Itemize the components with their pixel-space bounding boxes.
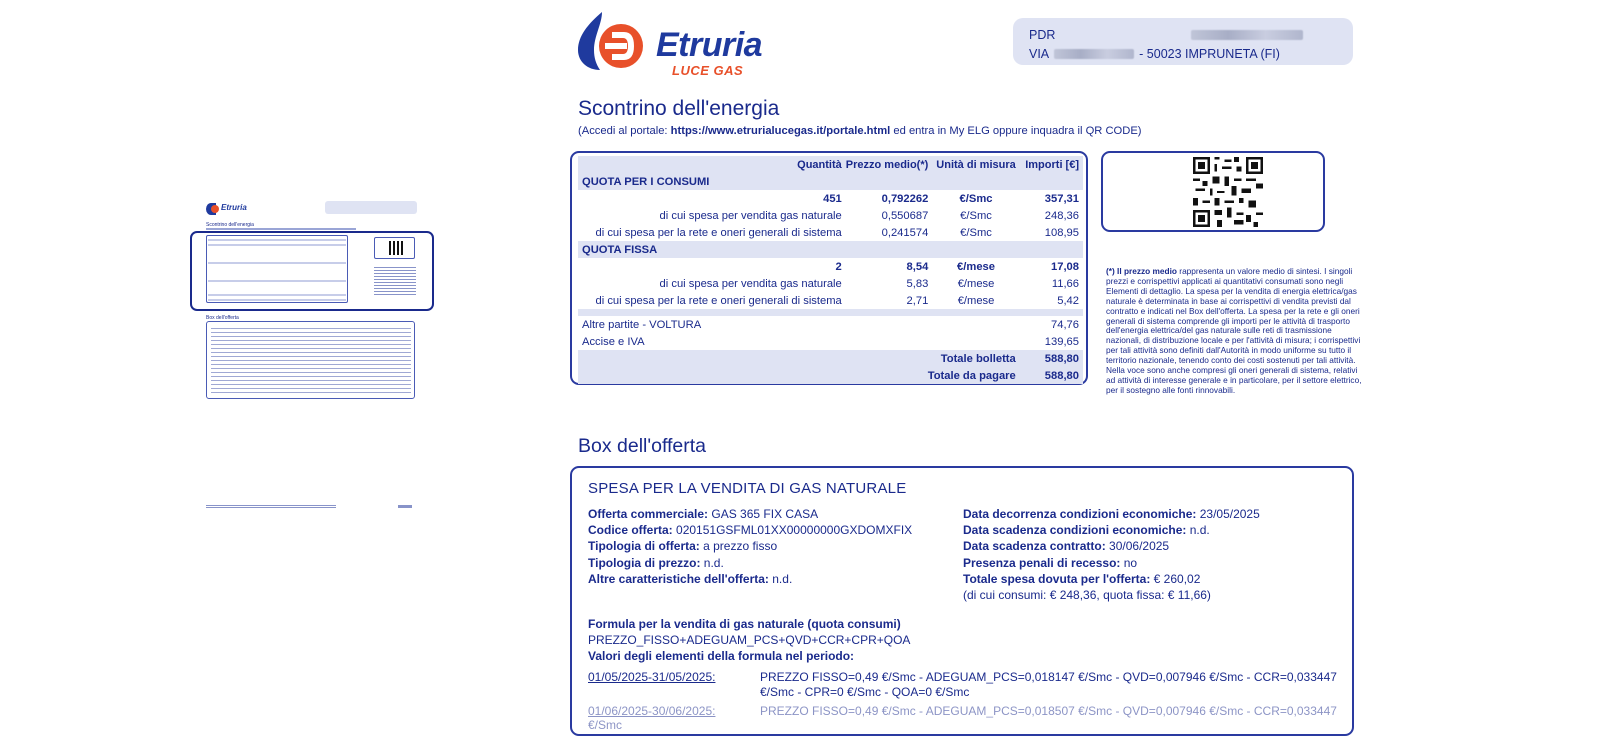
- pdr-address-box: [1013, 18, 1353, 65]
- formula-period-2: 01/06/2025-30/06/2025: PREZZO FISSO=0,49 €/Smc - ADEGUAM_PCS=0,018507 €/Smc - QVD=0,007946 €/Smc - CCR=0,033447 €/Smc: [588, 704, 1337, 732]
- offer-title: Box dell'offerta: [578, 435, 707, 457]
- document-page: [570, 0, 1370, 732]
- offer-left-column: Offerta commerciale: GAS 365 FIX CASA Codice offerta: 020151GSFML01XX00000000GXDOMXFIX Tipologia di offerta: a prezzo fisso Tipologia di prezzo: n.d. Altre caratteristiche dell'offerta: n.d.: [588, 507, 913, 586]
- table-row: Accise e IVA 139,65: [582, 335, 1079, 348]
- offer-right-column: Data decorrenza condizioni economiche: 23/05/2025 Data scadenza condizioni economiche: n.d. Data scadenza contratto: 30/06/2025 Presenza penali di recesso: no Totale spesa dovuta per l'offerta: € 260,02 (di cui consumi: € 248,36, quota fissa: € 11,66): [963, 507, 1260, 603]
- brand-name: Etruria: [656, 26, 763, 64]
- table-row: 2 8,54 €/mese 17,08: [835, 260, 1079, 273]
- table-row: Altre partite - VOLTURA 74,76: [582, 318, 1079, 331]
- portal-link[interactable]: https://www.etrurialucegas.it/portale.html: [670, 125, 891, 137]
- table-row: di cui spesa per la rete e oneri generali di sistema 0,241574 €/Smc 108,95: [595, 226, 1079, 239]
- address-city: - 50023 IMPRUNETA (FI): [1139, 46, 1280, 61]
- thumbnail-note: [374, 267, 416, 297]
- thumbnail-page: [200, 195, 425, 515]
- thumbnail-table: [206, 235, 348, 303]
- offer-box: [570, 466, 1354, 736]
- total-due-row: Totale da pagare 588,80: [578, 367, 1083, 384]
- brand-sub: LUCE GAS: [672, 63, 744, 78]
- qr-code-icon[interactable]: [1193, 157, 1263, 227]
- table-header: Quantità Prezzo medio(*) Unità di misura Importi [€]: [578, 156, 1083, 173]
- thumbnail-pdr-box: [325, 201, 417, 214]
- etruria-logo: [572, 10, 772, 76]
- pdr-label: PDR: [1029, 27, 1056, 42]
- table-row: di cui spesa per vendita gas naturale 5,83 €/mese 11,66: [659, 277, 1079, 290]
- table-row: di cui spesa per la rete e oneri generali di sistema 2,71 €/mese 5,42: [595, 294, 1079, 307]
- section-fissa: QUOTA FISSA: [578, 241, 1083, 258]
- table-row: 451 0,792262 €/Smc 357,31: [823, 192, 1079, 205]
- redacted-pdr-code: [1191, 30, 1303, 40]
- address-prefix: VIA: [1029, 46, 1050, 61]
- offer-box-title: SPESA PER LA VENDITA DI GAS NATURALE: [588, 480, 907, 497]
- thumbnail-offer-box: [206, 321, 415, 399]
- section-consumi: QUOTA PER I CONSUMI: [578, 173, 1083, 190]
- receipt-table: [578, 156, 1083, 384]
- thumbnail-subtitle: [206, 228, 356, 230]
- receipt-box: [570, 151, 1088, 385]
- page-thumbnail[interactable]: [200, 195, 425, 525]
- receipt-subtitle: (Accedi al portale: https://www.etrurialucegas.it/portale.html ed entra in My ELG oppure inquadra il QR CODE): [578, 125, 1142, 137]
- receipt-title: Scontrino dell'energia: [578, 97, 780, 120]
- thumbnail-logo: Etruria: [206, 203, 252, 215]
- thumbnail-page-number: [398, 505, 412, 508]
- thumbnail-qr: [374, 237, 415, 259]
- total-bill-row: Totale bolletta 588,80: [578, 350, 1083, 367]
- table-row: di cui spesa per vendita gas naturale 0,550687 €/Smc 248,36: [659, 209, 1079, 222]
- thumbnail-footer: [206, 505, 336, 509]
- qr-code-box[interactable]: [1101, 151, 1325, 232]
- thumbnail-receipt-title: Scontrino dell'energia: [206, 222, 254, 228]
- redacted-street: [1054, 49, 1134, 59]
- formula-period: 01/05/2025-31/05/2025: PREZZO FISSO=0,49 €/Smc - ADEGUAM_PCS=0,018147 €/Smc - QVD=0,007946 €/Smc - CCR=0,033447 €/Smc - CPR=0 €/Smc - QOA=0 €/Smc: [588, 670, 1337, 699]
- thumbnail-offer-title: Box dell'offerta: [206, 315, 239, 321]
- flame-logo-icon: [572, 10, 656, 72]
- average-price-note: (*) Il prezzo medio rappresenta un valore medio di sintesi. I singoli prezzi e corrispettivi applicati ai quantitativi consumati sono negli Elementi di dettaglio. La spesa per la vendita di energia elettrica/gas naturale è determinata in base ai corrispettivi di vendita previsti dal contratto e indicati nel Box dell'offerta. La spesa per la rete e gli oneri generali di sistema comprende gli importi per le attività di trasporto dell'energia elettrica/del gas naturale sulle reti di trasmissione nazionali, di distribuzione locale e per l'attività di misura; i corrispettivi per tali attività sono definiti dall'Autorità in modo uniforme su tutto il territorio nazionale, tenendo conto dei costi sostenuti per tali attività. Nella voce sono anche compresi gli oneri generali di sistema, relativi ad attività di interesse generale e in particolare, per il settore elettrico, per il sostegno alle fonti rinnovabili.: [1106, 266, 1362, 395]
- offer-formula: Formula per la vendita di gas naturale (quota consumi) PREZZO_FISSO+ADEGUAM_PCS+QVD+CCR+CPR+QOA Valori degli elementi della formula nel periodo:: [588, 617, 911, 664]
